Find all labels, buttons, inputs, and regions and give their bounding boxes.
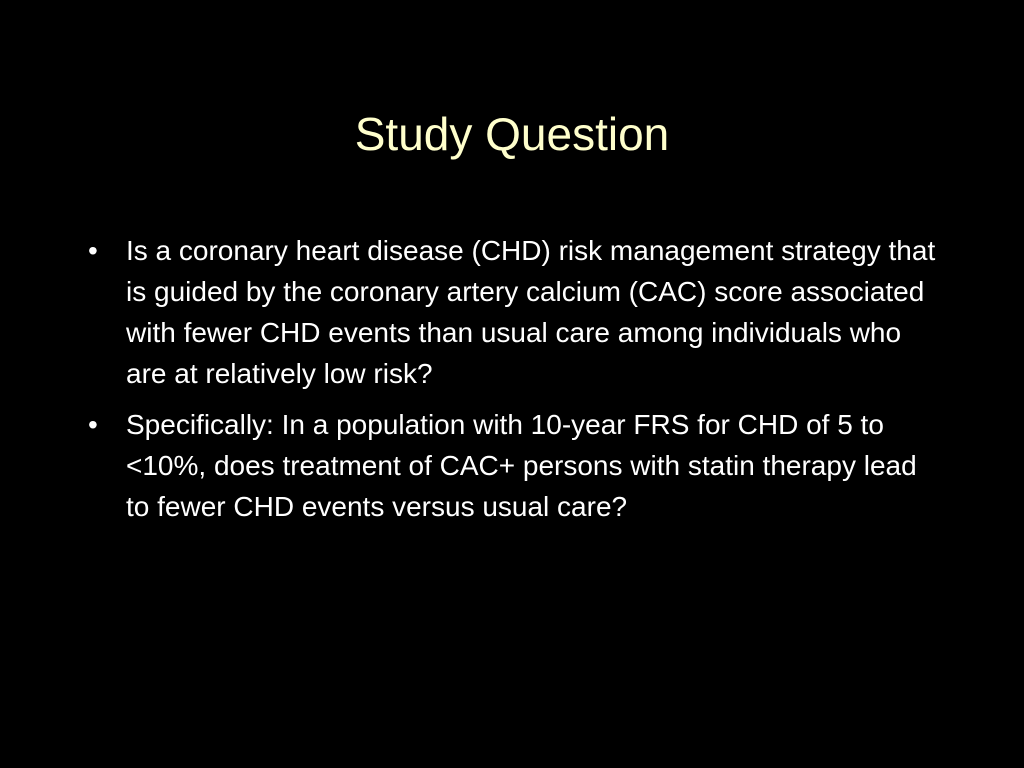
bullet-item	[84, 230, 944, 394]
bullet-item	[84, 404, 944, 527]
slide-title: Study Question	[354, 108, 670, 160]
bullet-text: Specifically: In a population with 10-year FRS for CHD of 5 to <10%, does treatment of CAC+ persons with statin therapy lead to fewer CHD events versus usual care?	[126, 409, 917, 522]
bullet-text: Is a coronary heart disease (CHD) risk management strategy that is guided by the coronary artery calcium (CAC) score associated with fewer CHD events than usual care among individuals who are at relatively low risk?	[126, 235, 936, 389]
bullet-icon: •	[88, 409, 98, 440]
bullet-list	[84, 230, 944, 537]
bullet-icon: •	[88, 235, 98, 266]
